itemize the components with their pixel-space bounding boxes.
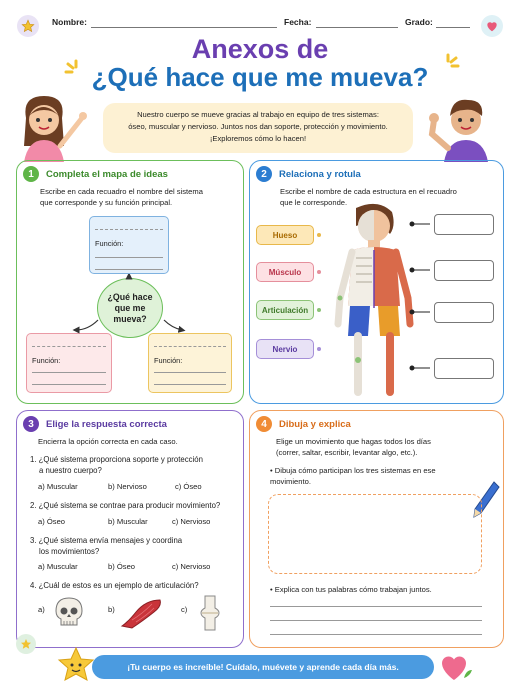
q4-option-b[interactable]: b) bbox=[108, 605, 115, 614]
section-4-instruction: Elige un movimiento que hagas todos los días (correr, saltar, escribir, levantar algo, etc.). bbox=[276, 437, 431, 457]
q3-option-a[interactable]: a) Muscular bbox=[38, 562, 78, 571]
body-anatomy-illustration bbox=[314, 200, 434, 400]
section-4-badge: 4 bbox=[256, 416, 272, 432]
q4-option-c[interactable]: c) bbox=[181, 605, 188, 614]
label-articulacion: Articulación bbox=[256, 300, 314, 320]
q2-option-c[interactable]: c) Nervioso bbox=[172, 517, 211, 526]
footer-banner: ¡Tu cuerpo es increíble! Cuídalo, muévete y aprende cada día más. bbox=[92, 655, 434, 679]
intro-line2: óseo, muscular y nervioso. Juntos nos dan soporte, protección y movimiento. bbox=[128, 122, 388, 131]
q2-option-a[interactable]: a) Óseo bbox=[38, 517, 66, 526]
grade-label: Grado: bbox=[405, 17, 433, 27]
writing-line-1[interactable] bbox=[270, 606, 482, 607]
q3-option-b[interactable]: b) Óseo bbox=[108, 562, 136, 571]
section-2-badge: 2 bbox=[256, 166, 272, 182]
intro-line1: Nuestro cuerpo se mueve gracias al trabajo en equipo de tres sistemas: bbox=[137, 110, 379, 119]
boy-flexing-illustration bbox=[420, 92, 504, 162]
explain-instruction: • Explica con tus palabras cómo trabajan juntos. bbox=[270, 585, 432, 594]
right-system-box[interactable] bbox=[148, 333, 232, 393]
date-field[interactable] bbox=[316, 27, 398, 28]
draw-instruction: • Dibuja cómo participan los tres sistemas en ese movimiento. bbox=[270, 466, 436, 486]
section-1-title: Completa el mapa de ideas bbox=[46, 169, 168, 180]
section-3-instruction: Encierra la opción correcta en cada caso. bbox=[38, 437, 178, 446]
heart-leaves-icon bbox=[438, 650, 474, 684]
header-fields bbox=[0, 14, 520, 32]
top-system-box[interactable] bbox=[89, 216, 169, 274]
writing-line-3[interactable] bbox=[270, 634, 482, 635]
section-4-title: Dibuja y explica bbox=[279, 419, 351, 430]
section-2-title: Relaciona y rotula bbox=[279, 169, 361, 180]
idea-map-arrows bbox=[60, 274, 200, 338]
q4-option-a[interactable]: a) bbox=[38, 605, 45, 614]
label-musculo: Músculo bbox=[256, 262, 314, 282]
smiling-star-icon bbox=[56, 646, 96, 686]
question-2: 2. ¿Qué sistema se contrae para producir movimiento? bbox=[30, 501, 221, 510]
question-4: 4. ¿Cuál de estos es un ejemplo de articulación? bbox=[30, 581, 199, 590]
intro-box bbox=[103, 103, 413, 153]
section-1-badge: 1 bbox=[23, 166, 39, 182]
intro-line3: ¡Exploremos cómo lo hacen! bbox=[209, 134, 307, 143]
answer-box-3[interactable] bbox=[434, 302, 494, 323]
skull-icon bbox=[52, 595, 86, 629]
q3-option-c[interactable]: c) Nervioso bbox=[172, 562, 211, 571]
sparkle-left-icon bbox=[62, 58, 88, 84]
girl-pointing-illustration bbox=[12, 88, 100, 162]
answer-box-2[interactable] bbox=[434, 260, 494, 281]
title-line2: ¿Qué hace que me mueva? bbox=[91, 62, 429, 92]
section-3-badge: 3 bbox=[23, 416, 39, 432]
q1-option-b[interactable]: b) Nervioso bbox=[108, 482, 147, 491]
question-3: 3. ¿Qué sistema envía mensajes y coordina los movimientos? bbox=[30, 536, 183, 556]
muscle-icon bbox=[118, 596, 164, 630]
drawing-area[interactable] bbox=[268, 494, 482, 574]
q1-option-c[interactable]: c) Óseo bbox=[175, 482, 202, 491]
date-label: Fecha: bbox=[284, 17, 312, 27]
grade-field[interactable] bbox=[436, 27, 470, 28]
knee-joint-icon bbox=[197, 594, 223, 632]
answer-box-4[interactable] bbox=[434, 358, 494, 379]
section-2-instruction: Escribe el nombre de cada estructura en el recuadro que le corresponde. bbox=[280, 187, 457, 207]
function-label: Función: bbox=[154, 356, 183, 365]
sparkle-right-icon bbox=[436, 52, 462, 78]
function-label: Función: bbox=[32, 356, 61, 365]
answer-box-1[interactable] bbox=[434, 214, 494, 235]
writing-line-2[interactable] bbox=[270, 620, 482, 621]
title-line1: Anexos de bbox=[191, 34, 329, 64]
question-1: 1. ¿Qué sistema proporciona soporte y protección a nuestro cuerpo? bbox=[30, 455, 203, 475]
name-field[interactable] bbox=[91, 27, 277, 28]
star-corner-icon bbox=[16, 634, 36, 654]
name-label: Nombre: bbox=[52, 17, 87, 27]
idea-map-center: ¿Qué hace que me mueva? bbox=[97, 278, 163, 338]
label-hueso: Hueso bbox=[256, 225, 314, 245]
label-nervio: Nervio bbox=[256, 339, 314, 359]
section-1-instruction: Escribe en cada recuadro el nombre del sistema que corresponde y su función principal. bbox=[40, 187, 203, 207]
section-3-title: Elige la respuesta correcta bbox=[46, 419, 167, 430]
function-label: Función: bbox=[95, 239, 124, 248]
q1-option-a[interactable]: a) Muscular bbox=[38, 482, 78, 491]
q2-option-b[interactable]: b) Muscular bbox=[108, 517, 148, 526]
left-system-box[interactable] bbox=[26, 333, 112, 393]
